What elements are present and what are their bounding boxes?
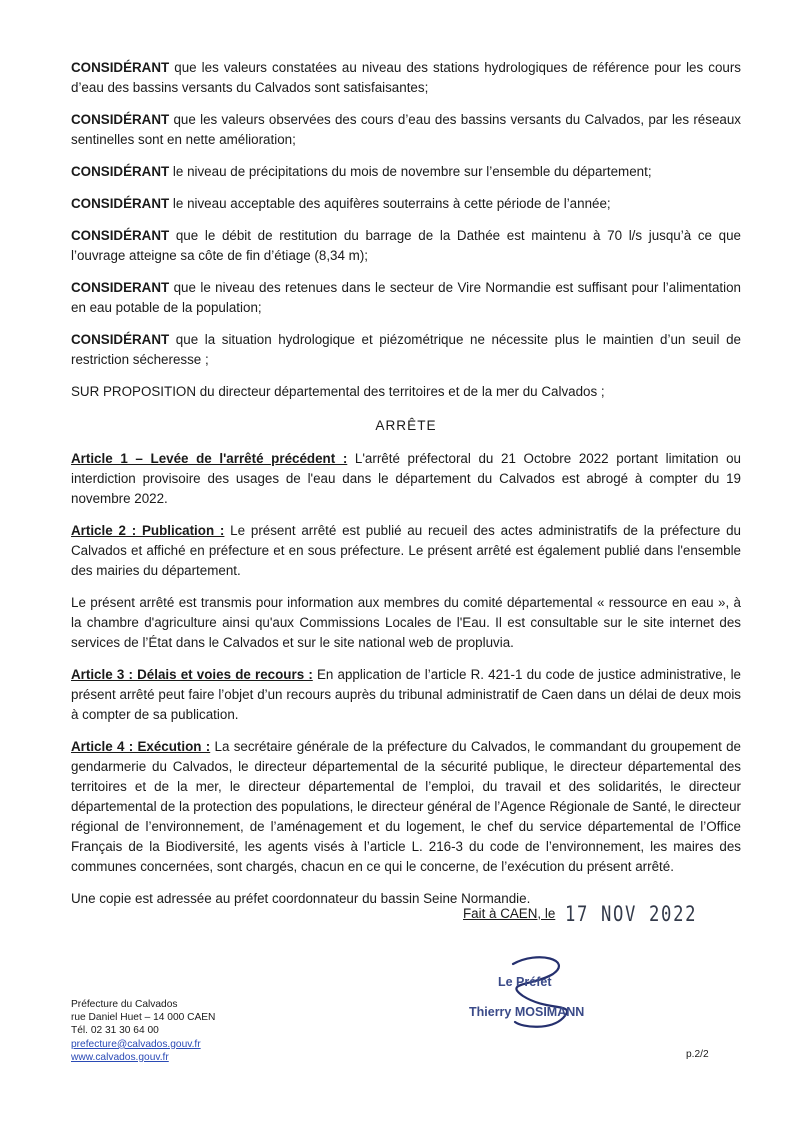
footer-website-link[interactable]: www.calvados.gouv.fr	[71, 1051, 169, 1063]
considerant-7	[71, 330, 741, 370]
article-1	[71, 449, 741, 509]
footer-email-link[interactable]: prefecture@calvados.gouv.fr	[71, 1038, 201, 1050]
fait-a-caen: Fait à CAEN, le	[463, 906, 556, 921]
signature-block	[463, 902, 743, 1032]
considerant-text: le niveau acceptable des aquifères souterrains à cette période de l’année;	[169, 196, 611, 211]
considerant-text: le niveau de précipitations du mois de novembre sur l’ensemble du département;	[169, 164, 652, 179]
signer-role: Le Préfet	[498, 975, 552, 989]
copie-note: Une copie est adressée au préfet coordonnateur du bassin Seine Normandie.	[71, 891, 531, 906]
footer-contact	[71, 998, 215, 1064]
considerant-text: que la situation hydrologique et piézométrique ne nécessite plus le maintien d’un seuil de restriction sécheresse ;	[71, 332, 741, 367]
considerant-4	[71, 194, 741, 214]
considerant-text: que le débit de restitution du barrage de la Dathée est maintenu à 70 l/s jusqu’à ce que l’ouvrage atteigne sa côte de fin d’étiage (8,34 m);	[71, 228, 741, 263]
article-3	[71, 665, 741, 725]
considerant-6	[71, 278, 741, 318]
article-3-title: Article 3 : Délais et voies de recours :	[71, 667, 313, 682]
article-3-text: En application de l’article R. 421-1 du code de justice administrative, le présent arrêté peut faire l’objet d’un recours auprès du tribunal administratif de Caen dans un délai de deux mois à compter de sa publication.	[71, 667, 741, 722]
proposition: SUR PROPOSITION du directeur départemental des territoires et de la mer du Calvados ;	[71, 384, 605, 399]
article-2-extra: Le présent arrêté est transmis pour information aux membres du comité départemental « ressource en eau », à la chambre d'agriculture ainsi qu'aux Commissions Locales de l'Eau. Il est consultable sur le site internet des services de l’État dans le Calvados et sur le site national web de propluvia.	[71, 595, 741, 650]
article-4-title: Article 4 : Exécution :	[71, 739, 211, 754]
considerant-keyword: CONSIDÉRANT	[71, 228, 170, 243]
signer-name: Thierry MOSIMANN	[469, 1005, 585, 1019]
footer-organisation: Préfecture du Calvados	[71, 999, 178, 1010]
date-stamp: 17 NOV 2022	[565, 902, 698, 926]
article-2-text: Le présent arrêté est publié au recueil des actes administratifs de la préfecture du Calvados et affiché en préfecture et en sous préfecture. Le présent arrêté est également publié dans l'ensemble des mairies du département.	[71, 523, 741, 578]
article-2-title: Article 2 : Publication :	[71, 523, 225, 538]
considerant-keyword: CONSIDÉRANT	[71, 332, 170, 347]
article-4	[71, 737, 741, 877]
considerant-keyword: CONSIDÉRANT	[71, 196, 170, 211]
considerant-2	[71, 110, 741, 150]
article-1-title: Article 1 – Levée de l'arrêté précédent :	[71, 451, 348, 466]
considerant-text: que les valeurs constatées au niveau des stations hydrologiques de référence pour les cours d’eau des bassins versants du Calvados sont satisfaisantes;	[71, 60, 741, 95]
considerant-3	[71, 162, 741, 182]
considerant-text: que le niveau des retenues dans le secteur de Vire Normandie est suffisant pour l’alimentation en eau potable de la population;	[71, 280, 741, 315]
considerant-keyword: CONSIDÉRANT	[71, 164, 170, 179]
article-4-text: La secrétaire générale de la préfecture du Calvados, le commandant du groupement de gendarmerie du Calvados, le directeur départemental de la sécurité publique, le directeur départemental des territoires et de la mer, le directeur départemental de l’emploi, du travail et des solidarités, le directeur départemental de la protection des populations, le directeur général de l’Agence Régionale de Santé, le directeur régional de l’environnement, de l’aménagement et du logement, le chef du service départemental de l’Office Français de la Biodiversité, les agents visés à l’article L. 216-3 du code de l’environnement, les maires des communes concernées, sont chargés, chacun en ce qui le concerne, de l’exécution du présent arrêté.	[71, 739, 741, 874]
article-1-text: L'arrêté préfectoral du 21 Octobre 2022 portant limitation ou interdiction provisoire des usages de l'eau dans le département du Calvados est abrogé à compter du 19 novembre 2022.	[71, 451, 741, 506]
considerant-keyword: CONSIDÉRANT	[71, 60, 170, 75]
page-number: p.2/2	[686, 1049, 709, 1060]
article-2	[71, 521, 741, 581]
considerant-5	[71, 226, 741, 266]
document-body	[71, 58, 741, 921]
arrete-title: ARRÊTE	[375, 418, 437, 433]
considerant-1	[71, 58, 741, 98]
footer-address: rue Daniel Huet – 14 000 CAEN	[71, 1012, 216, 1024]
handwritten-signature	[493, 952, 593, 1032]
considerant-text: que les valeurs observées des cours d’eau des bassins versants du Calvados, par les réseaux sentinelles sont en nette amélioration;	[71, 112, 741, 147]
considerant-keyword: CONSIDÉRANT	[71, 112, 170, 127]
footer-phone: Tél. 02 31 30 64 00	[71, 1025, 159, 1037]
considerant-keyword: CONSIDERANT	[71, 280, 170, 295]
